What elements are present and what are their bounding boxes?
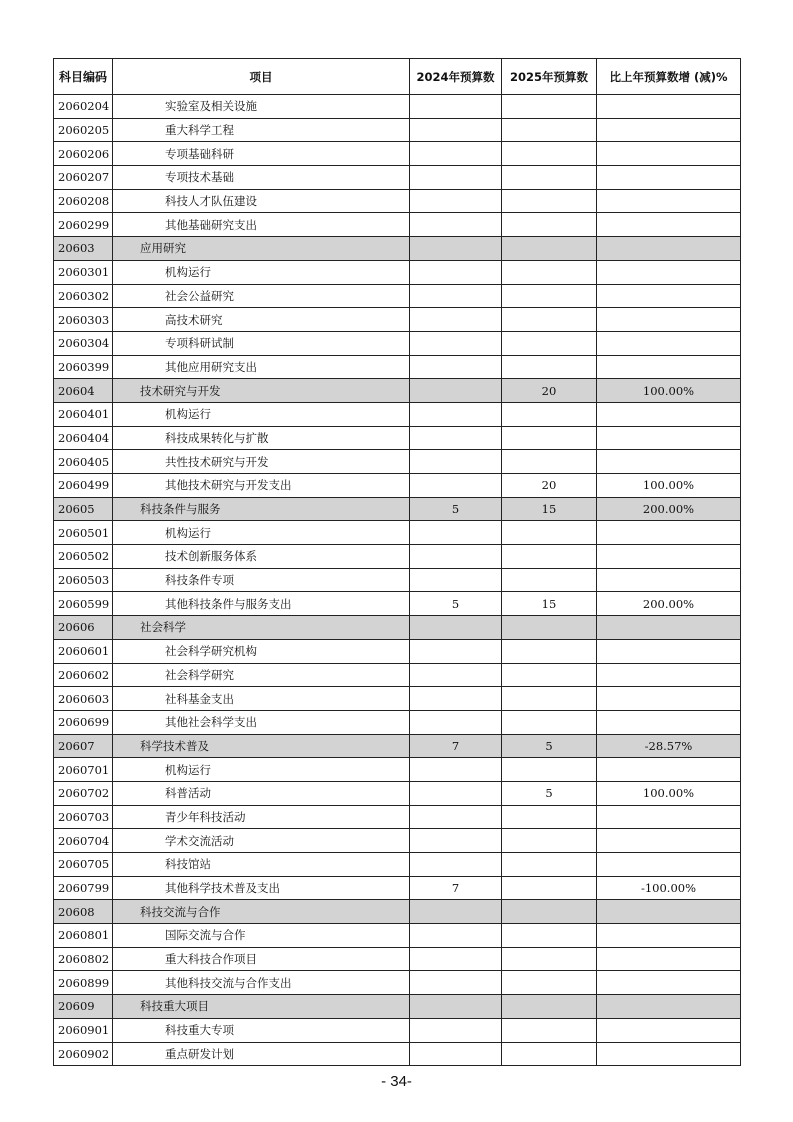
code-cell: 20605 bbox=[54, 497, 113, 521]
table-row bbox=[54, 592, 741, 616]
change-percent-cell: -100.00% bbox=[597, 876, 741, 900]
budget-2025-cell bbox=[502, 687, 597, 711]
budget-2024-cell bbox=[410, 474, 502, 498]
code-cell: 20609 bbox=[54, 995, 113, 1019]
table-row bbox=[54, 189, 741, 213]
budget-2024-cell bbox=[410, 639, 502, 663]
budget-2025-cell: 15 bbox=[502, 592, 597, 616]
name-cell: 机构运行 bbox=[113, 521, 410, 545]
budget-2024-cell bbox=[410, 829, 502, 853]
name-cell: 重大科技合作项目 bbox=[113, 947, 410, 971]
change-percent-cell bbox=[597, 1018, 741, 1042]
table-row bbox=[54, 568, 741, 592]
budget-2025-cell: 5 bbox=[502, 781, 597, 805]
budget-2024-cell bbox=[410, 166, 502, 190]
table-row bbox=[54, 474, 741, 498]
change-percent-cell bbox=[597, 95, 741, 119]
budget-2024-cell bbox=[410, 189, 502, 213]
budget-2024-cell bbox=[410, 237, 502, 261]
code-cell: 20603 bbox=[54, 237, 113, 261]
budget-2025-cell bbox=[502, 924, 597, 948]
budget-2024-cell bbox=[410, 971, 502, 995]
budget-2024-cell bbox=[410, 947, 502, 971]
table-row bbox=[54, 663, 741, 687]
budget-2024-cell bbox=[410, 213, 502, 237]
code-cell: 2060703 bbox=[54, 805, 113, 829]
code-cell: 20608 bbox=[54, 900, 113, 924]
budget-2024-cell bbox=[410, 853, 502, 877]
table-row bbox=[54, 687, 741, 711]
table-row bbox=[54, 260, 741, 284]
budget-2025-cell bbox=[502, 213, 597, 237]
code-cell: 2060303 bbox=[54, 308, 113, 332]
budget-2025-cell bbox=[502, 142, 597, 166]
code-cell: 2060401 bbox=[54, 402, 113, 426]
budget-2024-cell bbox=[410, 545, 502, 569]
budget-2025-cell: 15 bbox=[502, 497, 597, 521]
code-cell: 2060603 bbox=[54, 687, 113, 711]
budget-2025-cell: 5 bbox=[502, 734, 597, 758]
table-row bbox=[54, 853, 741, 877]
budget-2025-cell bbox=[502, 829, 597, 853]
name-cell: 专项基础科研 bbox=[113, 142, 410, 166]
budget-2025-cell bbox=[502, 308, 597, 332]
header-2025: 2025年预算数 bbox=[502, 59, 597, 95]
change-percent-cell bbox=[597, 639, 741, 663]
change-percent-cell bbox=[597, 758, 741, 782]
budget-2024-cell: 5 bbox=[410, 592, 502, 616]
header-code: 科目编码 bbox=[54, 59, 113, 95]
name-cell: 青少年科技活动 bbox=[113, 805, 410, 829]
budget-2025-cell bbox=[502, 450, 597, 474]
table-row bbox=[54, 308, 741, 332]
code-cell: 2060501 bbox=[54, 521, 113, 545]
table-row bbox=[54, 521, 741, 545]
budget-2024-cell bbox=[410, 450, 502, 474]
change-percent-cell bbox=[597, 521, 741, 545]
change-percent-cell: -28.57% bbox=[597, 734, 741, 758]
change-percent-cell bbox=[597, 710, 741, 734]
header-change: 比上年预算数增 (减)% bbox=[597, 59, 741, 95]
budget-2024-cell bbox=[410, 924, 502, 948]
budget-2025-cell bbox=[502, 853, 597, 877]
budget-2024-cell bbox=[410, 308, 502, 332]
code-cell: 2060901 bbox=[54, 1018, 113, 1042]
budget-2025-cell bbox=[502, 545, 597, 569]
name-cell: 社科基金支出 bbox=[113, 687, 410, 711]
name-cell: 社会公益研究 bbox=[113, 284, 410, 308]
budget-2024-cell bbox=[410, 1042, 502, 1066]
code-cell: 2060902 bbox=[54, 1042, 113, 1066]
budget-2024-cell bbox=[410, 616, 502, 640]
change-percent-cell bbox=[597, 308, 741, 332]
code-cell: 2060801 bbox=[54, 924, 113, 948]
budget-2025-cell: 20 bbox=[502, 474, 597, 498]
table-row bbox=[54, 95, 741, 119]
name-cell: 专项技术基础 bbox=[113, 166, 410, 190]
budget-2025-cell bbox=[502, 331, 597, 355]
header-name: 项目 bbox=[113, 59, 410, 95]
budget-2025-cell bbox=[502, 189, 597, 213]
table-row bbox=[54, 924, 741, 948]
budget-2024-cell: 7 bbox=[410, 734, 502, 758]
budget-2025-cell bbox=[502, 95, 597, 119]
budget-2024-cell bbox=[410, 710, 502, 734]
code-cell: 2060299 bbox=[54, 213, 113, 237]
code-cell: 20604 bbox=[54, 379, 113, 403]
code-cell: 2060702 bbox=[54, 781, 113, 805]
name-cell: 重大科学工程 bbox=[113, 118, 410, 142]
name-cell: 机构运行 bbox=[113, 758, 410, 782]
budget-2024-cell bbox=[410, 260, 502, 284]
budget-2024-cell: 7 bbox=[410, 876, 502, 900]
budget-2024-cell bbox=[410, 379, 502, 403]
budget-2025-cell bbox=[502, 1018, 597, 1042]
budget-2025-cell bbox=[502, 616, 597, 640]
code-cell: 2060503 bbox=[54, 568, 113, 592]
budget-2024-cell bbox=[410, 568, 502, 592]
change-percent-cell bbox=[597, 663, 741, 687]
name-cell: 社会科学研究机构 bbox=[113, 639, 410, 663]
budget-2025-cell bbox=[502, 355, 597, 379]
name-cell: 社会科学研究 bbox=[113, 663, 410, 687]
code-cell: 2060205 bbox=[54, 118, 113, 142]
name-cell: 机构运行 bbox=[113, 260, 410, 284]
code-cell: 2060601 bbox=[54, 639, 113, 663]
category-row bbox=[54, 379, 741, 403]
code-cell: 2060602 bbox=[54, 663, 113, 687]
budget-2025-cell bbox=[502, 876, 597, 900]
table-row bbox=[54, 166, 741, 190]
change-percent-cell bbox=[597, 260, 741, 284]
name-cell: 应用研究 bbox=[113, 237, 410, 261]
change-percent-cell: 200.00% bbox=[597, 592, 741, 616]
table-header bbox=[54, 59, 741, 95]
budget-2024-cell bbox=[410, 995, 502, 1019]
code-cell: 2060404 bbox=[54, 426, 113, 450]
code-cell: 2060599 bbox=[54, 592, 113, 616]
budget-2025-cell bbox=[502, 1042, 597, 1066]
page-number: - 34- bbox=[381, 1073, 412, 1090]
budget-2024-cell: 5 bbox=[410, 497, 502, 521]
change-percent-cell bbox=[597, 331, 741, 355]
table-row bbox=[54, 284, 741, 308]
budget-2024-cell bbox=[410, 331, 502, 355]
change-percent-cell bbox=[597, 118, 741, 142]
change-percent-cell bbox=[597, 687, 741, 711]
category-row bbox=[54, 497, 741, 521]
budget-2025-cell bbox=[502, 805, 597, 829]
budget-2025-cell bbox=[502, 166, 597, 190]
code-cell: 2060704 bbox=[54, 829, 113, 853]
name-cell: 技术创新服务体系 bbox=[113, 545, 410, 569]
budget-2025-cell bbox=[502, 710, 597, 734]
budget-2025-cell bbox=[502, 639, 597, 663]
change-percent-cell bbox=[597, 237, 741, 261]
budget-2025-cell bbox=[502, 521, 597, 545]
table-row bbox=[54, 876, 741, 900]
code-cell: 2060399 bbox=[54, 355, 113, 379]
budget-2024-cell bbox=[410, 284, 502, 308]
table-row bbox=[54, 829, 741, 853]
change-percent-cell bbox=[597, 284, 741, 308]
code-cell: 20607 bbox=[54, 734, 113, 758]
change-percent-cell bbox=[597, 568, 741, 592]
code-cell: 2060204 bbox=[54, 95, 113, 119]
table-row bbox=[54, 450, 741, 474]
change-percent-cell bbox=[597, 853, 741, 877]
name-cell: 科技成果转化与扩散 bbox=[113, 426, 410, 450]
change-percent-cell: 100.00% bbox=[597, 379, 741, 403]
name-cell: 其他技术研究与开发支出 bbox=[113, 474, 410, 498]
budget-2024-cell bbox=[410, 805, 502, 829]
table-row bbox=[54, 213, 741, 237]
change-percent-cell bbox=[597, 900, 741, 924]
budget-2025-cell bbox=[502, 971, 597, 995]
budget-2024-cell bbox=[410, 900, 502, 924]
category-row bbox=[54, 995, 741, 1019]
code-cell: 2060206 bbox=[54, 142, 113, 166]
code-cell: 2060207 bbox=[54, 166, 113, 190]
budget-2025-cell bbox=[502, 758, 597, 782]
code-cell: 2060799 bbox=[54, 876, 113, 900]
name-cell: 其他应用研究支出 bbox=[113, 355, 410, 379]
name-cell: 其他科技交流与合作支出 bbox=[113, 971, 410, 995]
table-row bbox=[54, 758, 741, 782]
table-row bbox=[54, 805, 741, 829]
table-row bbox=[54, 118, 741, 142]
budget-2025-cell: 20 bbox=[502, 379, 597, 403]
code-cell: 2060304 bbox=[54, 331, 113, 355]
name-cell: 社会科学 bbox=[113, 616, 410, 640]
code-cell: 2060208 bbox=[54, 189, 113, 213]
budget-table bbox=[53, 58, 741, 1066]
name-cell: 共性技术研究与开发 bbox=[113, 450, 410, 474]
change-percent-cell bbox=[597, 545, 741, 569]
table-row bbox=[54, 1042, 741, 1066]
change-percent-cell bbox=[597, 189, 741, 213]
header-row bbox=[54, 59, 741, 95]
budget-2024-cell bbox=[410, 687, 502, 711]
change-percent-cell bbox=[597, 402, 741, 426]
budget-2024-cell bbox=[410, 663, 502, 687]
table-body bbox=[54, 95, 741, 1066]
table-row bbox=[54, 355, 741, 379]
budget-2024-cell bbox=[410, 758, 502, 782]
code-cell: 2060802 bbox=[54, 947, 113, 971]
change-percent-cell bbox=[597, 213, 741, 237]
change-percent-cell: 100.00% bbox=[597, 781, 741, 805]
change-percent-cell bbox=[597, 450, 741, 474]
code-cell: 2060499 bbox=[54, 474, 113, 498]
budget-2024-cell bbox=[410, 426, 502, 450]
budget-2025-cell bbox=[502, 260, 597, 284]
budget-2025-cell bbox=[502, 568, 597, 592]
change-percent-cell bbox=[597, 355, 741, 379]
budget-2025-cell bbox=[502, 426, 597, 450]
change-percent-cell bbox=[597, 947, 741, 971]
name-cell: 科技人才队伍建设 bbox=[113, 189, 410, 213]
name-cell: 科技馆站 bbox=[113, 853, 410, 877]
code-cell: 2060899 bbox=[54, 971, 113, 995]
code-cell: 2060701 bbox=[54, 758, 113, 782]
category-row bbox=[54, 734, 741, 758]
budget-2024-cell bbox=[410, 402, 502, 426]
name-cell: 机构运行 bbox=[113, 402, 410, 426]
change-percent-cell bbox=[597, 166, 741, 190]
code-cell: 2060502 bbox=[54, 545, 113, 569]
table-row bbox=[54, 947, 741, 971]
budget-2024-cell bbox=[410, 781, 502, 805]
name-cell: 科技条件与服务 bbox=[113, 497, 410, 521]
code-cell: 2060699 bbox=[54, 710, 113, 734]
change-percent-cell bbox=[597, 1042, 741, 1066]
change-percent-cell bbox=[597, 426, 741, 450]
name-cell: 科技条件专项 bbox=[113, 568, 410, 592]
budget-2024-cell bbox=[410, 521, 502, 545]
change-percent-cell bbox=[597, 829, 741, 853]
name-cell: 高技术研究 bbox=[113, 308, 410, 332]
name-cell: 学术交流活动 bbox=[113, 829, 410, 853]
table-row bbox=[54, 639, 741, 663]
name-cell: 科技重大项目 bbox=[113, 995, 410, 1019]
table-row bbox=[54, 710, 741, 734]
category-row bbox=[54, 900, 741, 924]
budget-2025-cell bbox=[502, 402, 597, 426]
change-percent-cell bbox=[597, 142, 741, 166]
name-cell: 其他社会科学支出 bbox=[113, 710, 410, 734]
budget-2025-cell bbox=[502, 118, 597, 142]
category-row bbox=[54, 616, 741, 640]
table-row bbox=[54, 142, 741, 166]
change-percent-cell bbox=[597, 616, 741, 640]
budget-2024-cell bbox=[410, 118, 502, 142]
code-cell: 2060302 bbox=[54, 284, 113, 308]
name-cell: 其他科技条件与服务支出 bbox=[113, 592, 410, 616]
name-cell: 实验室及相关设施 bbox=[113, 95, 410, 119]
name-cell: 国际交流与合作 bbox=[113, 924, 410, 948]
header-2024: 2024年预算数 bbox=[410, 59, 502, 95]
name-cell: 专项科研试制 bbox=[113, 331, 410, 355]
budget-2025-cell bbox=[502, 663, 597, 687]
budget-2025-cell bbox=[502, 284, 597, 308]
budget-2025-cell bbox=[502, 995, 597, 1019]
name-cell: 科技交流与合作 bbox=[113, 900, 410, 924]
table-row bbox=[54, 781, 741, 805]
table-row bbox=[54, 545, 741, 569]
table-row bbox=[54, 971, 741, 995]
change-percent-cell bbox=[597, 924, 741, 948]
name-cell: 重点研发计划 bbox=[113, 1042, 410, 1066]
budget-2024-cell bbox=[410, 95, 502, 119]
budget-2024-cell bbox=[410, 1018, 502, 1042]
budget-2024-cell bbox=[410, 142, 502, 166]
name-cell: 科普活动 bbox=[113, 781, 410, 805]
code-cell: 20606 bbox=[54, 616, 113, 640]
code-cell: 2060405 bbox=[54, 450, 113, 474]
code-cell: 2060301 bbox=[54, 260, 113, 284]
change-percent-cell bbox=[597, 995, 741, 1019]
code-cell: 2060705 bbox=[54, 853, 113, 877]
change-percent-cell bbox=[597, 805, 741, 829]
table-row bbox=[54, 1018, 741, 1042]
budget-2025-cell bbox=[502, 237, 597, 261]
name-cell: 其他基础研究支出 bbox=[113, 213, 410, 237]
table-row bbox=[54, 426, 741, 450]
budget-2025-cell bbox=[502, 947, 597, 971]
change-percent-cell: 200.00% bbox=[597, 497, 741, 521]
name-cell: 科技重大专项 bbox=[113, 1018, 410, 1042]
category-row bbox=[54, 237, 741, 261]
name-cell: 技术研究与开发 bbox=[113, 379, 410, 403]
table-row bbox=[54, 402, 741, 426]
name-cell: 科学技术普及 bbox=[113, 734, 410, 758]
table-row bbox=[54, 331, 741, 355]
name-cell: 其他科学技术普及支出 bbox=[113, 876, 410, 900]
change-percent-cell bbox=[597, 971, 741, 995]
budget-2024-cell bbox=[410, 355, 502, 379]
budget-2025-cell bbox=[502, 900, 597, 924]
change-percent-cell: 100.00% bbox=[597, 474, 741, 498]
